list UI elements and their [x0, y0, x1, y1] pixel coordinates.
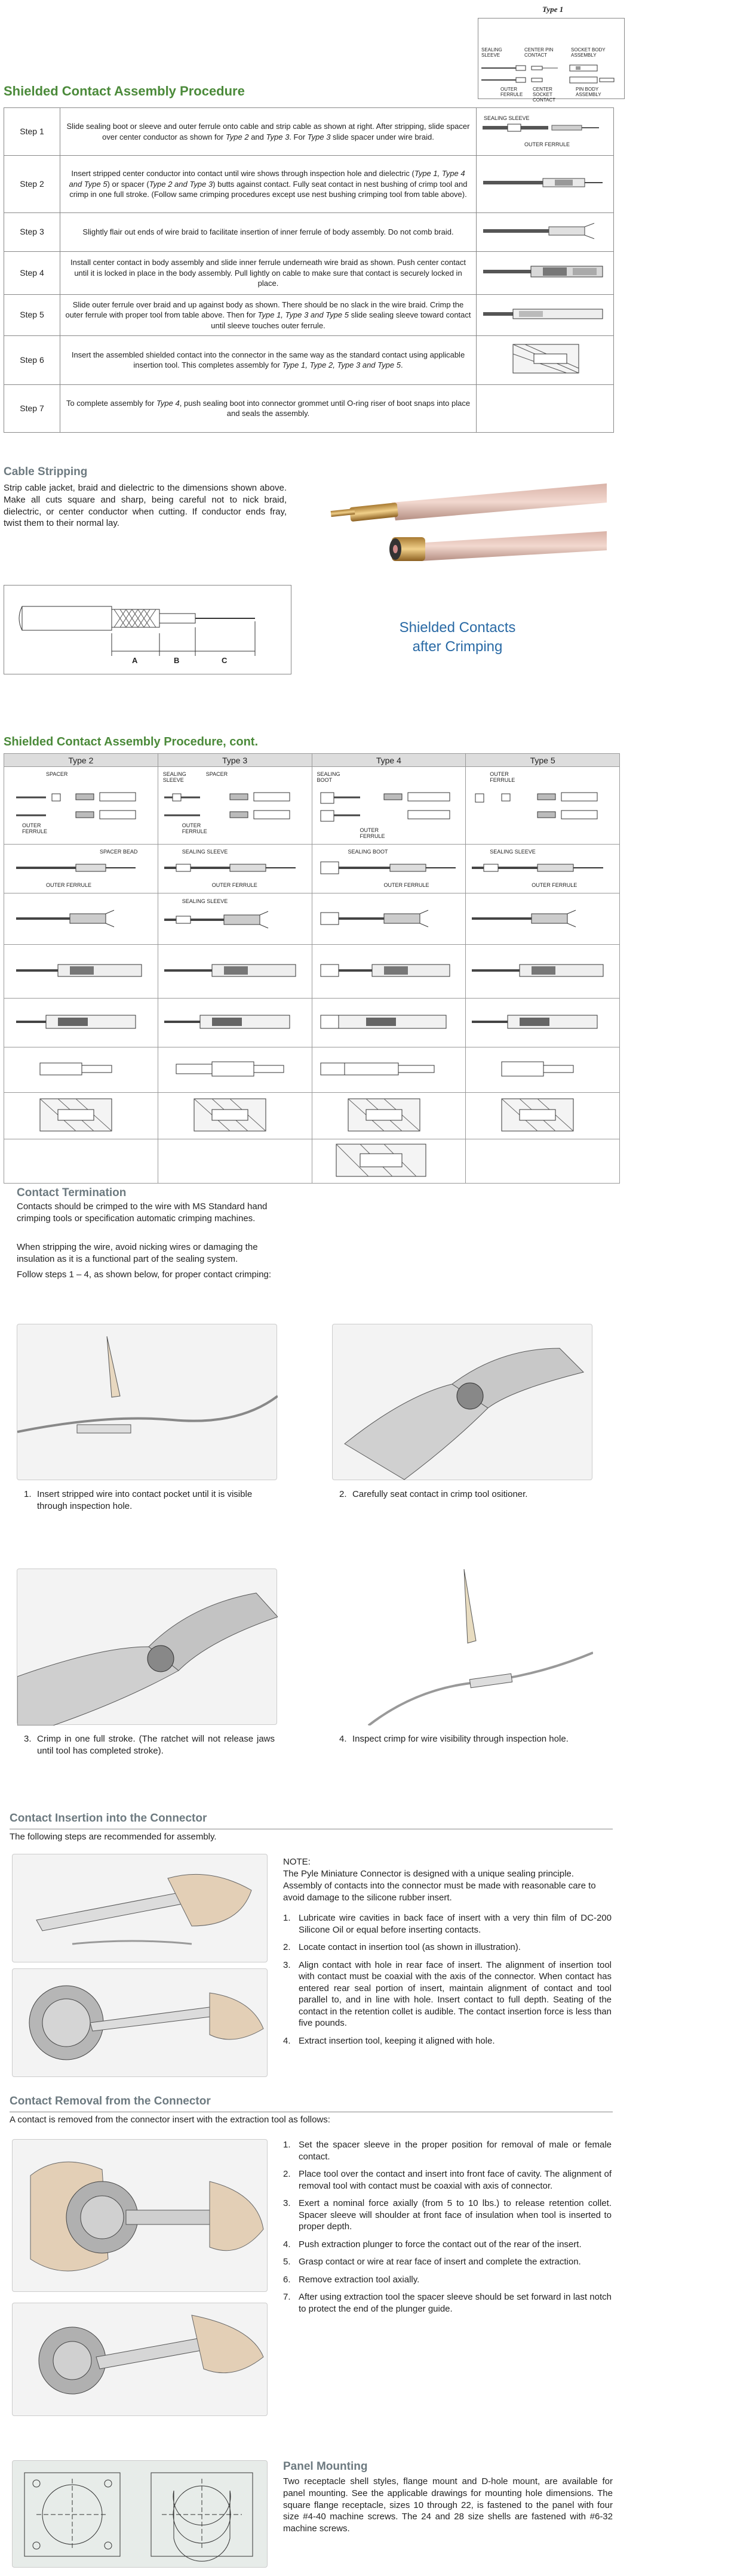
types-table [4, 753, 620, 1184]
crimp-step-4 [339, 1733, 590, 1745]
removal-step-num: 6. [283, 2274, 291, 2285]
type-cell [466, 1047, 620, 1093]
removal-step-num: 3. [283, 2198, 291, 2208]
cable-stripping-title: Cable Stripping [4, 466, 88, 478]
type-cell [312, 893, 466, 945]
type-cell [466, 845, 620, 893]
step-row [4, 336, 614, 385]
type-cell [312, 1047, 466, 1093]
insertion-note-label: NOTE: [283, 1857, 311, 1867]
insertion-step-num: 3. [283, 1959, 291, 1970]
crimp-photo-4 [332, 1569, 592, 1725]
type-cell [312, 845, 466, 893]
sealing-sleeve-label: SEALING SLEEVE [481, 47, 502, 58]
step-name: Step 5 [4, 294, 60, 336]
insertion-step [283, 1912, 612, 1936]
type-cell [4, 845, 158, 893]
step-row [4, 108, 614, 156]
type-cell [466, 945, 620, 999]
type-cell [466, 1139, 620, 1184]
outer-ferrule-label: OUTER FERRULE [46, 882, 92, 888]
removal-steps [283, 2139, 612, 2321]
insertion-step-text: Locate contact in insertion tool (as shown in illustration). [299, 1942, 521, 1952]
step-name: Step 6 [4, 336, 60, 385]
step-illustration [477, 156, 614, 213]
outer-ferrule-label: OUTER FERRULE [182, 822, 207, 834]
removal-step-text: After using extraction tool the spacer sleeve should be set forward in last notch to protect the end of the plunger guide. [299, 2292, 612, 2314]
crimp-step-num: 1. [24, 1489, 32, 1499]
center-socket-contact-label: CENTER SOCKET CONTACT [533, 87, 556, 103]
outer-ferrule-label: OUTER FERRULE [532, 882, 578, 888]
crimp-step-text: Inspect crimp for wire visibility through inspection hole. [352, 1734, 569, 1744]
step-row [4, 252, 614, 295]
removal-photo-1 [12, 2139, 268, 2292]
crimp-step-text: Insert stripped wire into contact pocket until it is visible through inspection hole. [37, 1489, 253, 1511]
insertion-intro: The following steps are recommended for assembly. [10, 1832, 217, 1842]
types-row [4, 945, 620, 999]
type3-header: Type 3 [158, 754, 312, 767]
contact-termination-title: Contact Termination [17, 1187, 127, 1199]
type-cell [466, 767, 620, 845]
type5-header: Type 5 [466, 754, 620, 767]
removal-step [283, 2139, 612, 2162]
crimp-step-num: 3. [24, 1734, 32, 1744]
type4-header: Type 4 [312, 754, 466, 767]
outer-ferrule-label: OUTER FERRULE [490, 771, 515, 783]
removal-step-text: Grasp contact or wire at rear face of insert and complete the extraction. [299, 2257, 581, 2267]
insertion-step-text: Extract insertion tool, keeping it aligned with hole. [299, 2035, 495, 2046]
type1-label: Type 1 [542, 5, 564, 14]
removal-step [283, 2198, 612, 2233]
panel-title: Panel Mounting [283, 2460, 368, 2473]
insertion-step-text: Align contact with hole in rear face of insert. The alignment of insertion tool with contact must be coaxial with the axis of the connector. When contact has entered rear seal portion of insert, maintain alignment of contact and tool parallel to, and in line with hole. Insert contact to full depth. Seating of the contact in the retention collet is audible. The contact insertion force is less than five pounds. [299, 1959, 612, 2028]
crimp-step-2 [339, 1489, 590, 1500]
outer-ferrule-label: OUTER FERRULE [500, 87, 523, 97]
photo-caption-line2: after Crimping [412, 639, 503, 655]
sealing-sleeve-label: SEALING SLEEVE [162, 771, 186, 783]
crimp-step-text: Crimp in one full stroke. (The ratchet will not release jaws until tool has completed stroke). [37, 1734, 275, 1756]
step-row [4, 384, 614, 432]
step-text: Slightly flair out ends of wire braid to facilitate insertion of inner ferrule of body assembly. Do not comb braid. [60, 212, 477, 252]
crimp-step-num: 2. [339, 1489, 347, 1499]
step-text: Slide sealing boot or sleeve and outer ferrule onto cable and strip cable as shown at right. After stripping, slide spacer over center conductor as shown for Type 2 and Type 3. For Type 3 slide spacer under wire braid. [60, 108, 477, 156]
outer-ferrule-label: OUTER FERRULE [383, 882, 429, 888]
pin-body-assembly-label: PIN BODY ASSEMBLY [576, 87, 601, 97]
type-cell [158, 1139, 312, 1184]
step-illustration [477, 108, 614, 156]
removal-step [283, 2168, 612, 2192]
panel-text: Two receptacle shell styles, flange mount and D-hole mount, are available for panel mounting. See the applicable drawings for mounting hole dimensions. The square flange receptacle, sizes 10 through 22, is fastened to the panel with four size #4-40 machine screws. The 24 and 28 size shells are fastened with #6-32 machine screws. [283, 2476, 613, 2534]
step-illustration [477, 294, 614, 336]
sealing-sleeve-label: SEALING SLEEVE [484, 115, 530, 121]
sealing-sleeve-label: SEALING SLEEVE [182, 898, 228, 904]
crimp-photo-3 [17, 1569, 277, 1725]
type-cell [312, 999, 466, 1047]
removal-step-num: 7. [283, 2292, 291, 2302]
outer-ferrule-label: OUTER FERRULE [211, 882, 257, 888]
sealing-sleeve-label: SEALING SLEEVE [490, 848, 536, 855]
types-row [4, 845, 620, 893]
step-text: Insert the assembled shielded contact into the connector in the same way as the standard contact using applicable insertion tool. This completes assembly for Type 1, Type 2, Type 3 and Type 5. [60, 336, 477, 385]
panel-mounting-drawing [12, 2460, 268, 2568]
removal-step-text: Exert a nominal force axially (from 5 to 10 lbs.) to release retention collet. Spacer sleeve will shoulder at front face of insulation when tool is inserted to proper depth. [299, 2198, 612, 2232]
types-row [4, 999, 620, 1047]
type-cell [312, 945, 466, 999]
type-cell [158, 845, 312, 893]
removal-step [283, 2239, 612, 2251]
removal-step-text: Place tool over the contact and insert into front face of cavity. The alignment of removal tool with contact must be coaxial with axis of connector. [299, 2169, 612, 2191]
type1-header-diagram [478, 5, 633, 103]
type-cell [4, 1093, 158, 1139]
type-cell [4, 945, 158, 999]
step-illustration [477, 384, 614, 432]
type-cell [312, 767, 466, 845]
removal-step-text: Set the spacer sleeve in the proper position for removal of male or female contact. [299, 2140, 612, 2162]
removal-step-text: Remove extraction tool axially. [299, 2274, 420, 2285]
types-row [4, 893, 620, 945]
insertion-step-text: Lubricate wire cavities in back face of insert with a very thin film of DC-200 Silicone Oil or equal before inserting contacts. [299, 1913, 612, 1935]
type-cell [158, 1093, 312, 1139]
type-cell [4, 999, 158, 1047]
center-pin-contact-label: CENTER PIN CONTACT [524, 47, 554, 58]
sealing-boot-label: SEALING BOOT [317, 771, 340, 783]
step-row [4, 294, 614, 336]
section1-title: Shielded Contact Assembly Procedure [4, 84, 245, 98]
type1-parts-drawing [480, 62, 622, 86]
crimp-photo-2 [332, 1324, 592, 1480]
type-cell [4, 1139, 158, 1184]
photo-caption [386, 618, 529, 657]
insertion-step-num: 2. [283, 1942, 291, 1952]
cable-strip-drawing [4, 585, 291, 674]
crimp-step-text: Carefully seat contact in crimp tool ositioner. [352, 1489, 528, 1499]
removal-intro: A contact is removed from the connector insert with the extraction tool as follows: [10, 2115, 330, 2125]
insertion-photo-2 [12, 1968, 268, 2077]
insertion-step [283, 1959, 612, 2029]
step-illustration [477, 212, 614, 252]
removal-step [283, 2291, 612, 2315]
sealing-boot-label: SEALING BOOT [348, 848, 388, 855]
crimp-step-3 [24, 1733, 275, 1757]
insertion-photo-1 [12, 1854, 268, 1962]
insertion-step-num: 4. [283, 2035, 291, 2046]
insertion-title: Contact Insertion into the Connector [10, 1812, 207, 1825]
types-row [4, 1139, 620, 1184]
contact-termination-p3: Follow steps 1 – 4, as shown below, for proper contact crimping: [17, 1269, 272, 1280]
dim-b-label: B [174, 656, 180, 665]
type-cell [466, 1093, 620, 1139]
step-row [4, 156, 614, 213]
step-row [4, 212, 614, 252]
outer-ferrule-label: OUTER FERRULE [360, 827, 385, 839]
spacer-label: SPACER [205, 771, 228, 777]
removal-photo-2 [12, 2303, 268, 2416]
insertion-step-num: 1. [283, 1913, 291, 1923]
contact-termination-p1: Contacts should be crimped to the wire with MS Standard hand crimping tools or specification automatic crimping machines. [17, 1201, 268, 1224]
crimp-photo-1 [17, 1324, 277, 1480]
type-cell [158, 767, 312, 845]
step-text: Install center contact in body assembly and slide inner ferrule underneath wire braid as shown. Push center contact until it is locked in place in the body assembly. Pull lightly on cable to make sure that contact is securely locked in place. [60, 252, 477, 295]
contact-termination-p2: When stripping the wire, avoid nicking wires or damaging the insulation as it is a functional part of the sealing system. [17, 1242, 258, 1264]
outer-ferrule-label: OUTER FERRULE [524, 141, 570, 147]
removal-step [283, 2256, 612, 2268]
crimp-step-1 [24, 1489, 275, 1512]
sealing-sleeve-label: SEALING SLEEVE [182, 848, 228, 855]
step-name: Step 7 [4, 384, 60, 432]
type-cell [158, 1047, 312, 1093]
spacer-label: SPACER [46, 771, 68, 777]
types-row [4, 1093, 620, 1139]
assembly-steps-table [4, 107, 614, 433]
type-cell [466, 893, 620, 945]
removal-title: Contact Removal from the Connector [10, 2095, 211, 2107]
socket-body-assembly-label: SOCKET BODY ASSEMBLY [571, 47, 606, 58]
types-row [4, 767, 620, 845]
step-name: Step 3 [4, 212, 60, 252]
types-header-row [4, 754, 620, 767]
step-name: Step 4 [4, 252, 60, 295]
type-cell [466, 999, 620, 1047]
type-cell [4, 1047, 158, 1093]
step-text: Slide outer ferrule over braid and up against body as shown. There should be no slack in the wire braid. Crimp the outer ferrule with proper tool from table above. Then for Type 1, Type 3 and Type 5 slide sealing sleeve toward contact until sleeve touches outer ferrule. [60, 294, 477, 336]
removal-step-num: 5. [283, 2257, 291, 2267]
step-name: Step 1 [4, 108, 60, 156]
step-text: To complete assembly for Type 4, push sealing boot into connector grommet until O-ring riser of boot snaps into place and seals the assembly. [60, 384, 477, 432]
removal-step [283, 2274, 612, 2286]
step-illustration [477, 336, 614, 385]
step-illustration [477, 252, 614, 295]
removal-step-num: 1. [283, 2140, 291, 2150]
removal-step-text: Push extraction plunger to force the contact out of the rear of the insert. [299, 2239, 582, 2250]
dim-c-label: C [222, 656, 228, 665]
photo-caption-line1: Shielded Contacts [399, 620, 516, 636]
type-cell [312, 1093, 466, 1139]
insertion-steps [283, 1912, 612, 2053]
section2-title: Shielded Contact Assembly Procedure, cont. [4, 735, 259, 748]
type-cell [4, 893, 158, 945]
insertion-step [283, 1942, 612, 1953]
crimp-step-num: 4. [339, 1734, 347, 1744]
cable-stripping-text: Strip cable jacket, braid and dielectric to the dimensions shown above. Make all cuts square and sharp, being careful not to nick braid, dielectric, or center conductor when cutting. If conductor ends fray, twist them to their normal lay. [4, 483, 287, 529]
type-cell [158, 893, 312, 945]
removal-step-num: 2. [283, 2169, 291, 2179]
type-cell [4, 767, 158, 845]
step-text: Insert stripped center conductor into contact until wire shows through inspection hole and dielectric (Type 1, Type 4 and Type 5) or spacer (Type 2 and Type 3) butts against contact. Fully seat contact in nest bushing of crimp tool and crimp in one full stroke. (Follow same crimping procedures except use nest bushing crimping tool from table above). [60, 156, 477, 213]
spacer-bead-label: SPACER BEAD [100, 848, 138, 855]
type-cell [158, 945, 312, 999]
insertion-note: The Pyle Miniature Connector is designed with a unique sealing principle. Assembly of contacts into the connector must be made with reasonable care to avoid damage to the silicone rubber insert. [283, 1869, 596, 1903]
step-name: Step 2 [4, 156, 60, 213]
dim-a-label: A [132, 656, 138, 665]
shielded-contacts-photo [326, 472, 613, 597]
type2-header: Type 2 [4, 754, 158, 767]
type-cell [158, 999, 312, 1047]
insertion-step [283, 2035, 612, 2047]
types-row [4, 1047, 620, 1093]
type-cell [312, 1139, 466, 1184]
outer-ferrule-label: OUTER FERRULE [22, 822, 48, 834]
removal-step-num: 4. [283, 2239, 291, 2250]
